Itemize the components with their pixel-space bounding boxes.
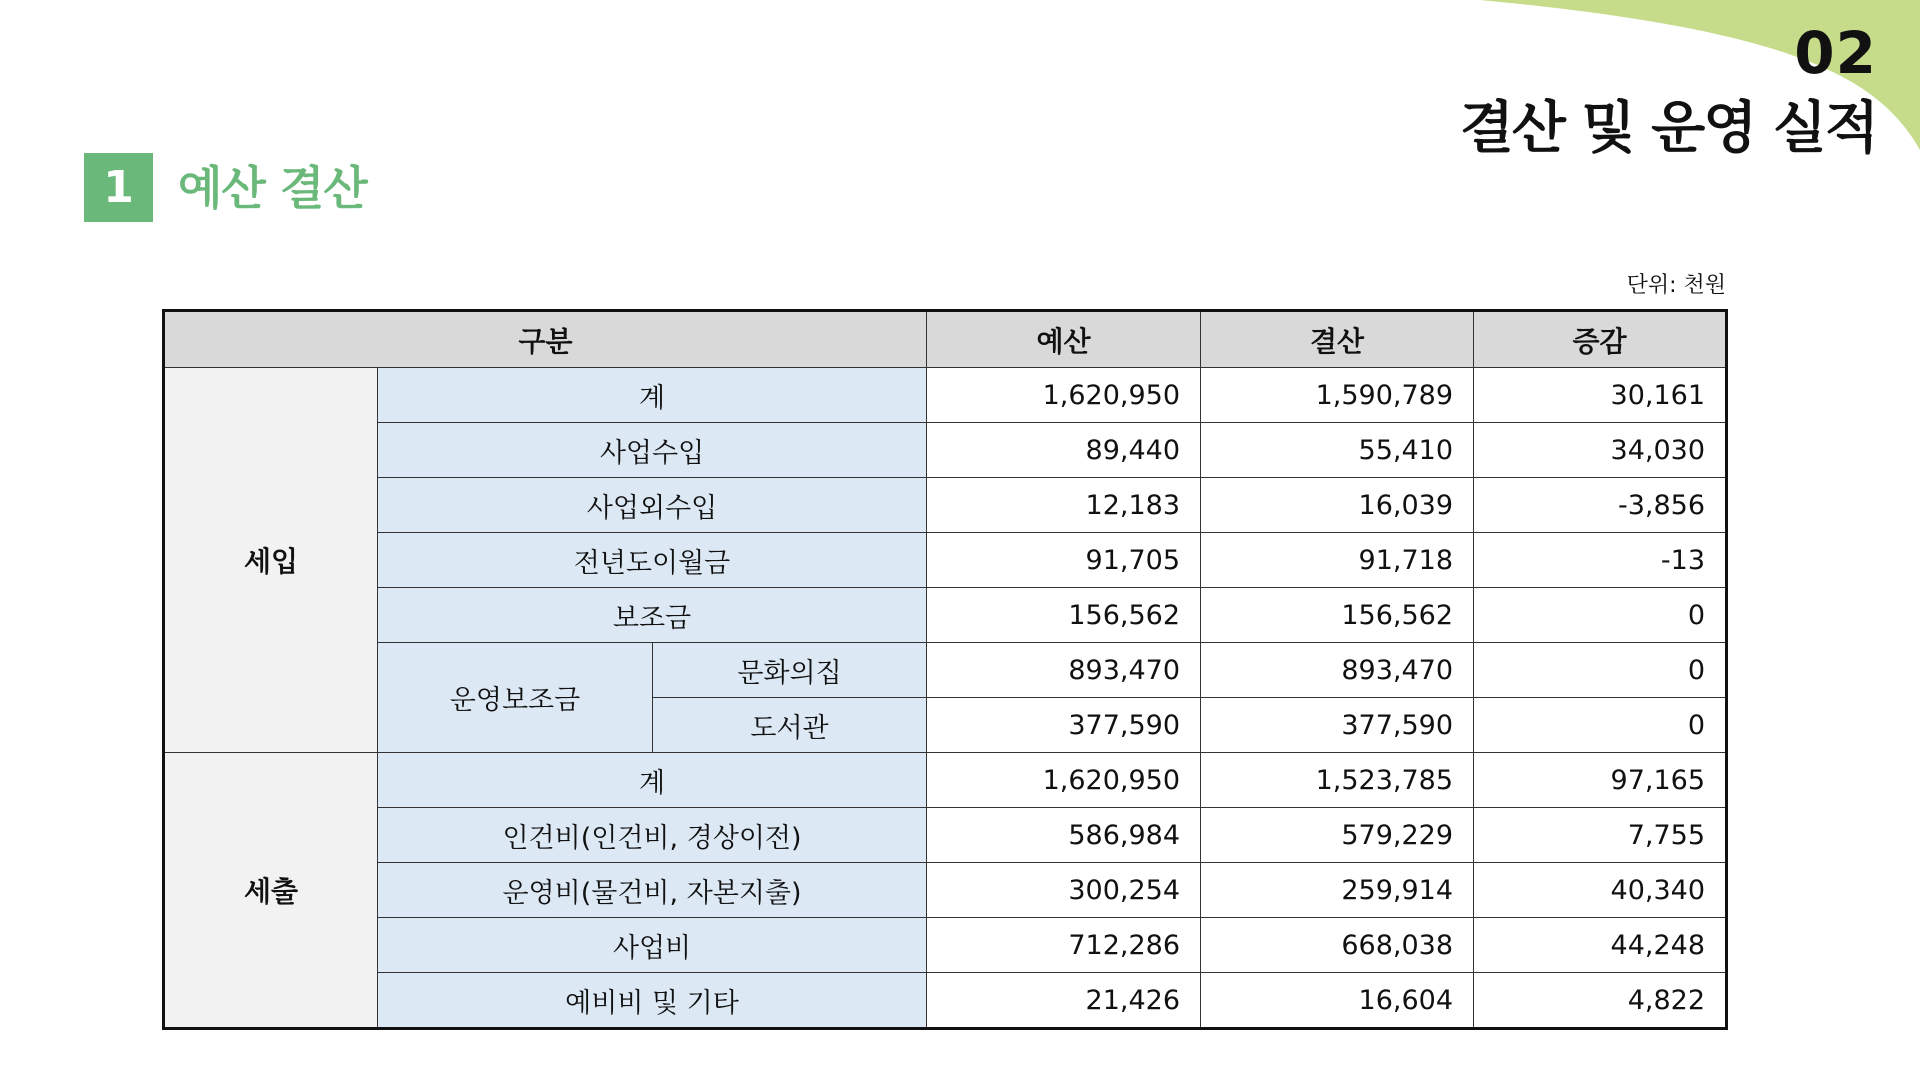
row-settlement: 377,590 [1201, 698, 1474, 753]
table-row [164, 808, 1727, 863]
row-item: 문화의집 [653, 643, 927, 698]
table-row [164, 643, 1727, 698]
header-budget: 예산 [927, 311, 1201, 368]
row-change: 7,755 [1474, 808, 1727, 863]
row-item: 사업수입 [378, 423, 927, 478]
row-change: 97,165 [1474, 753, 1727, 808]
section-title: 예산 결산 [178, 161, 367, 215]
row-item: 운영비(물건비, 자본지출) [378, 863, 927, 918]
row-change: 30,161 [1474, 368, 1727, 423]
unit-label: 단위: 천원 [1626, 273, 1726, 298]
row-budget: 712,286 [927, 918, 1201, 973]
row-change: 0 [1474, 698, 1727, 753]
row-change: 44,248 [1474, 918, 1727, 973]
table-row [164, 863, 1727, 918]
table-row [164, 973, 1727, 1029]
row-item: 도서관 [653, 698, 927, 753]
row-settlement: 91,718 [1201, 533, 1474, 588]
header-category: 구분 [164, 311, 927, 368]
row-budget: 21,426 [927, 973, 1201, 1029]
row-change: 4,822 [1474, 973, 1727, 1029]
row-item: 계 [378, 368, 927, 423]
row-settlement: 259,914 [1201, 863, 1474, 918]
row-settlement: 1,523,785 [1201, 753, 1474, 808]
row-settlement: 579,229 [1201, 808, 1474, 863]
section-number-badge: 1 [84, 153, 153, 222]
row-budget: 300,254 [927, 863, 1201, 918]
row-budget: 377,590 [927, 698, 1201, 753]
row-settlement: 16,039 [1201, 478, 1474, 533]
header-settlement: 결산 [1201, 311, 1474, 368]
row-item: 계 [378, 753, 927, 808]
table-row [164, 533, 1727, 588]
budget-settlement-table [162, 309, 1728, 1030]
revenue-group-label: 세입 [164, 368, 378, 753]
chapter-title: 결산 및 운영 실적 [1459, 96, 1877, 161]
row-budget: 893,470 [927, 643, 1201, 698]
row-budget: 1,620,950 [927, 753, 1201, 808]
row-settlement: 16,604 [1201, 973, 1474, 1029]
table-row [164, 368, 1727, 423]
chapter-number: 02 [1794, 19, 1877, 87]
row-item: 전년도이월금 [378, 533, 927, 588]
row-item: 예비비 및 기타 [378, 973, 927, 1029]
row-budget: 586,984 [927, 808, 1201, 863]
row-settlement: 668,038 [1201, 918, 1474, 973]
row-item: 사업비 [378, 918, 927, 973]
row-budget: 156,562 [927, 588, 1201, 643]
row-settlement: 55,410 [1201, 423, 1474, 478]
row-budget: 1,620,950 [927, 368, 1201, 423]
table-row [164, 918, 1727, 973]
table-row [164, 478, 1727, 533]
row-change: 0 [1474, 643, 1727, 698]
table-row [164, 423, 1727, 478]
row-change: -13 [1474, 533, 1727, 588]
expenditure-group-label: 세출 [164, 753, 378, 1029]
row-settlement: 1,590,789 [1201, 368, 1474, 423]
table-row [164, 588, 1727, 643]
row-budget: 89,440 [927, 423, 1201, 478]
row-budget: 91,705 [927, 533, 1201, 588]
row-item: 보조금 [378, 588, 927, 643]
row-settlement: 156,562 [1201, 588, 1474, 643]
row-item: 사업외수입 [378, 478, 927, 533]
row-change: 0 [1474, 588, 1727, 643]
row-budget: 12,183 [927, 478, 1201, 533]
row-settlement: 893,470 [1201, 643, 1474, 698]
row-item: 인건비(인건비, 경상이전) [378, 808, 927, 863]
row-change: -3,856 [1474, 478, 1727, 533]
table-header-row [164, 311, 1727, 368]
table-row [164, 753, 1727, 808]
operating-subsidy-label: 운영보조금 [378, 643, 653, 753]
row-change: 40,340 [1474, 863, 1727, 918]
row-change: 34,030 [1474, 423, 1727, 478]
header-change: 증감 [1474, 311, 1727, 368]
